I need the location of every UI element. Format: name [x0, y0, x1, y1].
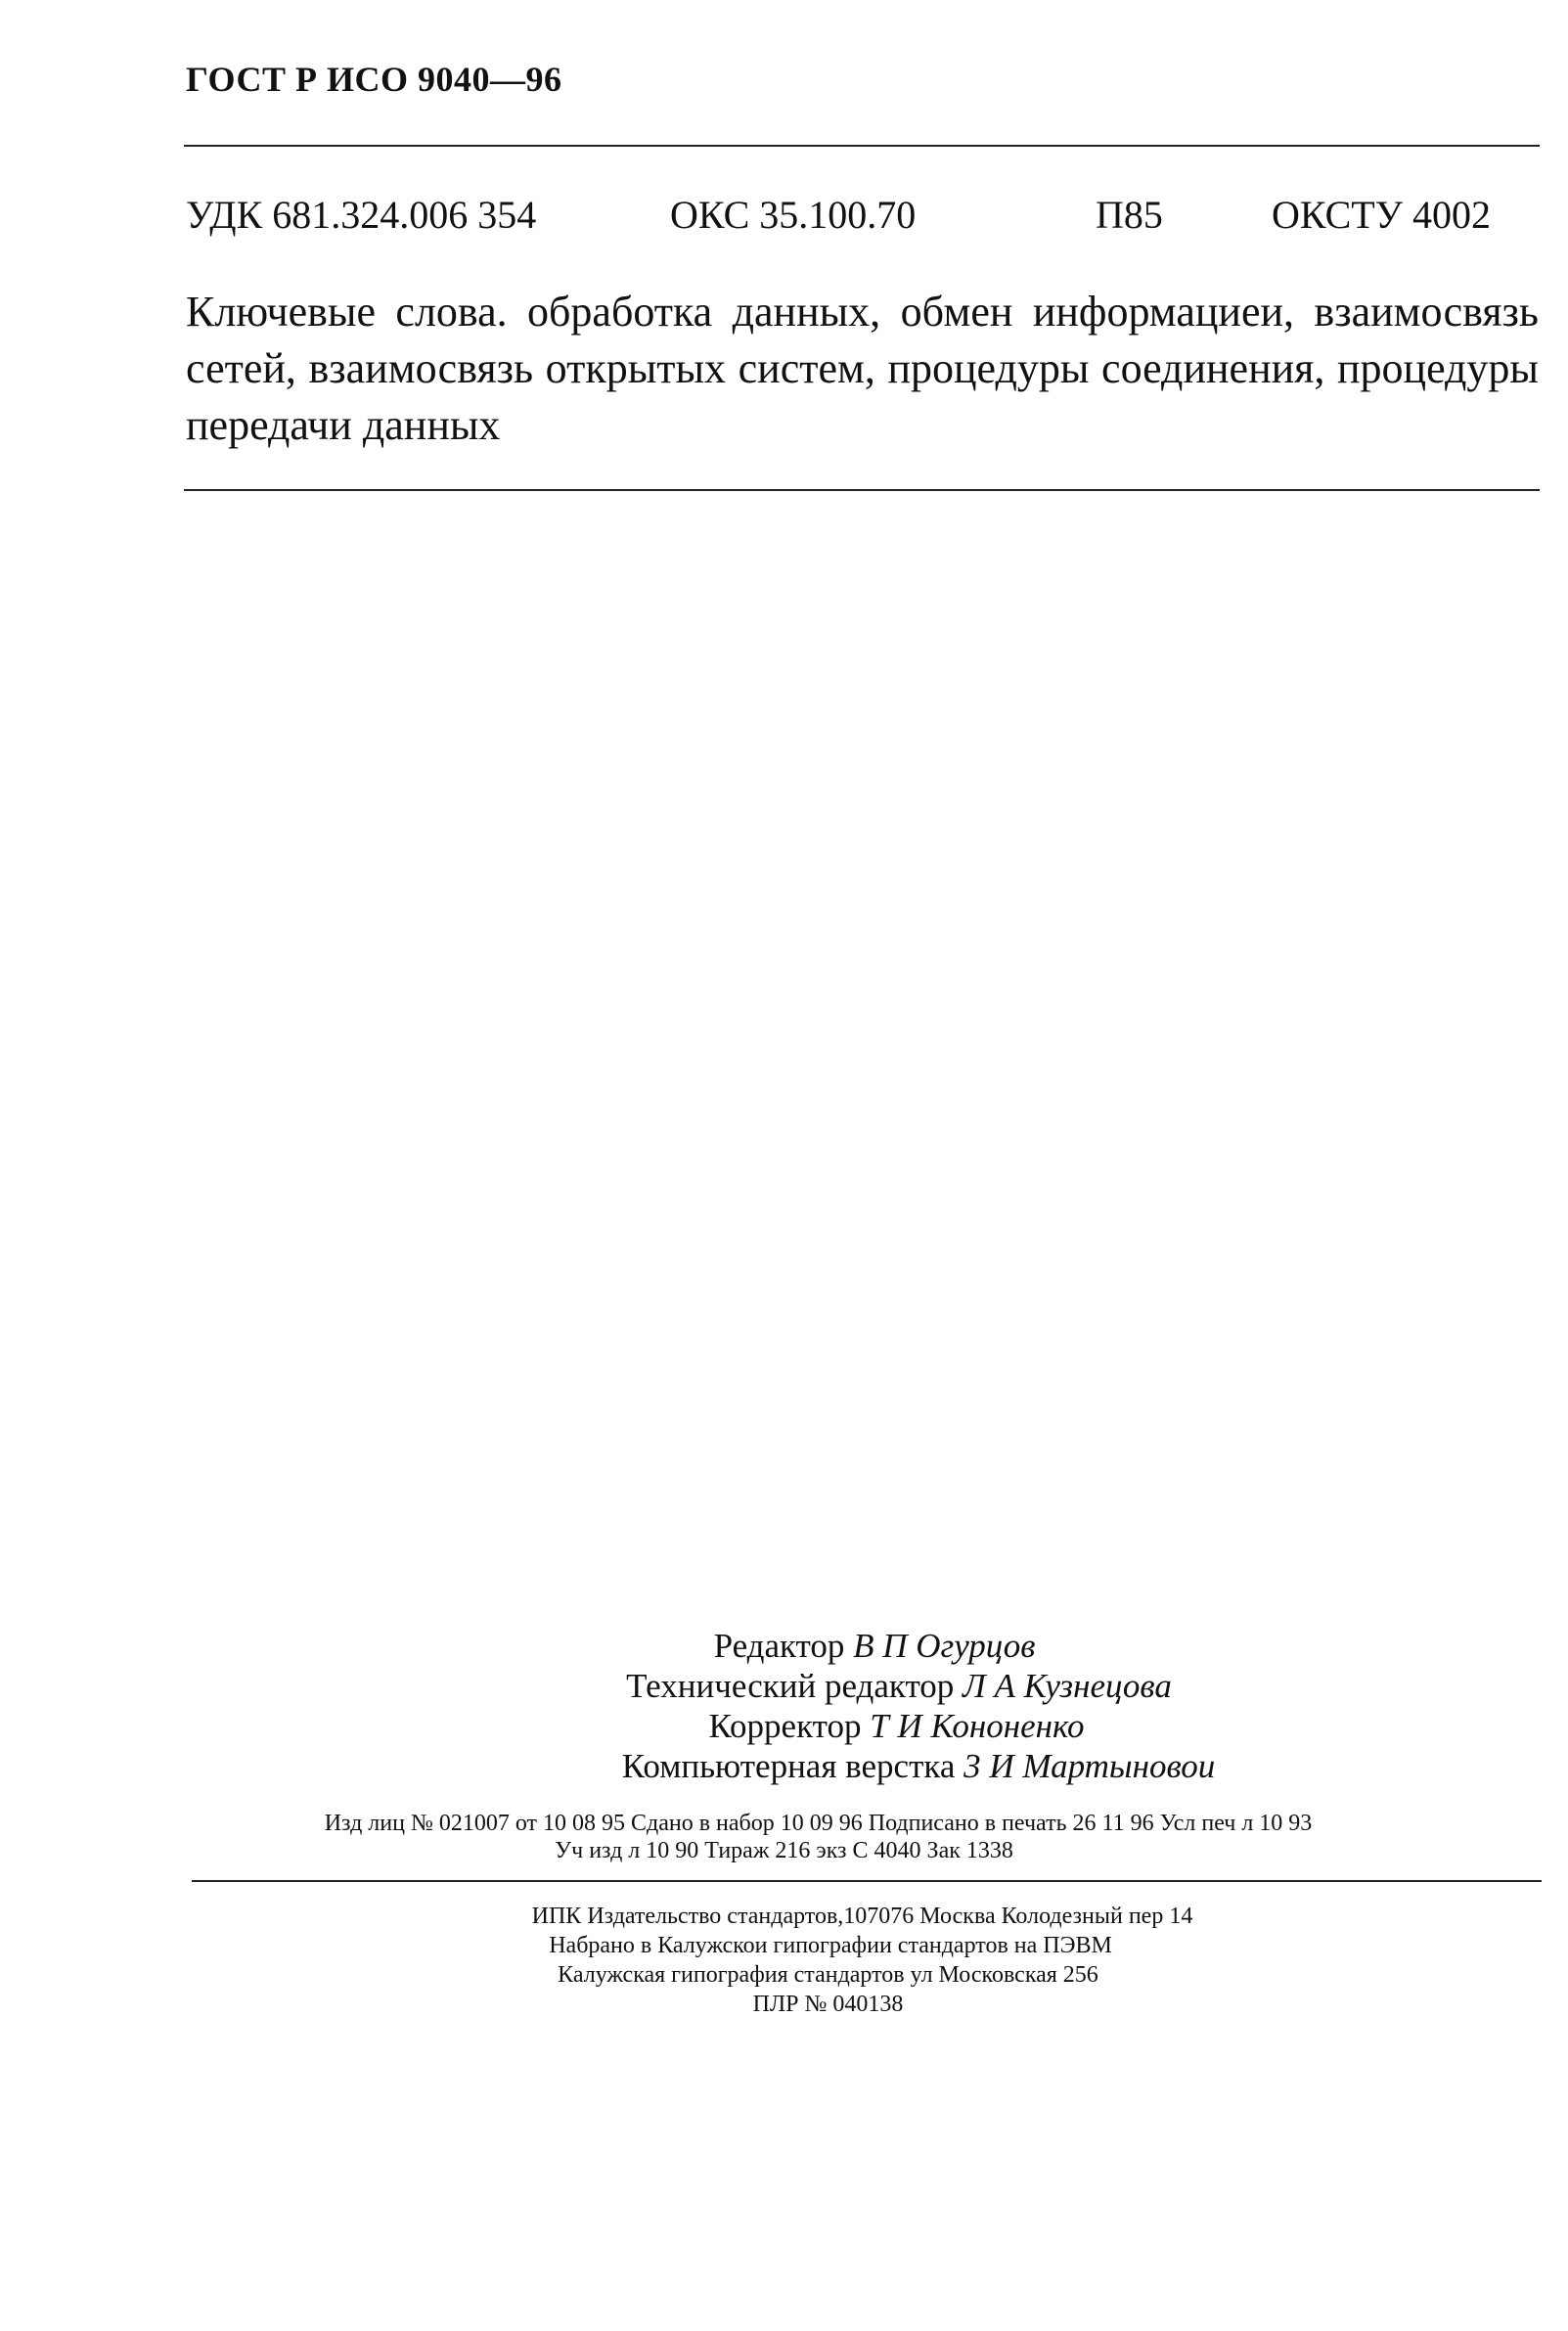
- credit-role: Редактор: [713, 1627, 845, 1665]
- publisher-line: ИПК Издательство стандартов,107076 Москва Колодезный пер 14: [531, 1904, 1193, 1929]
- oks-code: ОКС 35.100.70: [670, 193, 917, 237]
- imprint-line-2: Уч изд л 10 90 Тираж 216 экз С 4040 Зак 1338: [555, 1838, 1013, 1863]
- publisher-line: Набрано в Калужскои гипографии стандартов на ПЭВМ: [549, 1933, 1112, 1958]
- credit-editor: [0, 1626, 1568, 1666]
- credit-role: Компьютерная верстка: [621, 1747, 956, 1785]
- credit-proofreader: [0, 1706, 1568, 1746]
- publisher-line: Калужская гипография стандартов ул Московская 256: [558, 1962, 1098, 1988]
- credit-role: Корректор: [708, 1707, 862, 1745]
- keywords-divider: [184, 489, 1540, 491]
- standard-number: ГОСТ Р ИСО 9040—96: [186, 60, 562, 99]
- credit-name: Л А Кузнецова: [963, 1667, 1172, 1705]
- p-code: П85: [1096, 193, 1163, 237]
- publisher-line: ПЛР № 040138: [752, 1992, 904, 2017]
- credit-role: Технический редактор: [626, 1667, 955, 1705]
- credit-name: Т И Кононенко: [870, 1707, 1085, 1745]
- credit-layout: [0, 1746, 1568, 1786]
- publisher-block: [0, 1902, 1568, 2019]
- okstu-code: ОКСТУ 4002: [1272, 193, 1492, 237]
- credits-block: [0, 1626, 1568, 1786]
- keywords-paragraph: Ключевые слова. обработка данных, обмен информациеи, взаимосвязь сетей, взаимосвязь открытых систем, процедуры соединения, процедуры передачи данных: [186, 288, 1539, 449]
- credit-name: 3 И Мартыновои: [963, 1747, 1216, 1785]
- credit-name: В П Огурцов: [853, 1627, 1036, 1665]
- imprint-line-1: Изд лиц № 021007 от 10 08 95 Сдано в набор 10 09 96 Подписано в печать 26 11 96 Усл печ л 10 93: [324, 1811, 1313, 1836]
- credit-tech-editor: [0, 1666, 1568, 1706]
- top-divider: [184, 145, 1540, 147]
- imprint-divider: [192, 1880, 1542, 1882]
- udk-code: УДК 681.324.006 354: [186, 193, 537, 237]
